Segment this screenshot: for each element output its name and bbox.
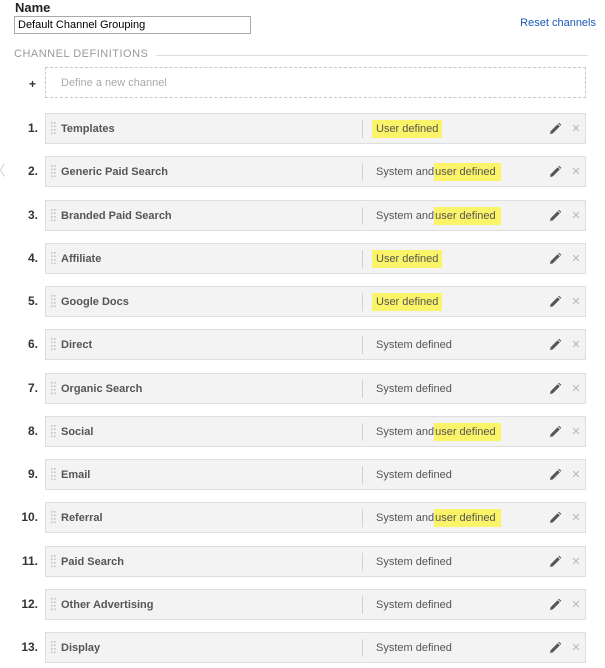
channel-number: 10. <box>21 510 38 524</box>
drag-handle-icon[interactable] <box>51 641 56 654</box>
column-divider <box>362 553 363 571</box>
close-icon[interactable]: ✕ <box>571 642 581 654</box>
channel-type-highlight: user defined <box>434 163 501 181</box>
drag-handle-icon[interactable] <box>51 122 56 135</box>
channel-name: Google Docs <box>61 296 129 308</box>
close-icon[interactable]: ✕ <box>571 383 581 395</box>
define-new-channel-label: Define a new channel <box>61 77 167 89</box>
channel-type <box>376 642 452 654</box>
column-divider <box>362 639 363 657</box>
channel-type <box>376 426 501 438</box>
pencil-icon[interactable] <box>548 641 562 655</box>
channel-row[interactable] <box>45 200 586 231</box>
drag-handle-icon[interactable] <box>51 511 56 524</box>
channel-row[interactable] <box>45 416 586 447</box>
channel-number: 13. <box>21 640 38 654</box>
channel-row[interactable] <box>45 502 586 533</box>
channel-number: 8. <box>27 424 38 438</box>
close-icon[interactable]: ✕ <box>571 210 581 222</box>
channel-name: Referral <box>61 512 103 524</box>
drag-handle-icon[interactable] <box>51 165 56 178</box>
channel-type-text: System and <box>376 426 435 438</box>
plus-icon: + <box>29 77 37 91</box>
channel-type-text: System defined <box>376 383 452 395</box>
channel-type-text: System and <box>376 166 435 178</box>
pencil-icon[interactable] <box>548 598 562 612</box>
drag-handle-icon[interactable] <box>51 555 56 568</box>
reset-channels-link[interactable]: Reset channels <box>520 17 596 29</box>
column-divider <box>362 596 363 614</box>
channel-name: Affiliate <box>61 253 102 265</box>
close-icon[interactable]: ✕ <box>571 556 581 568</box>
channel-type-text: System defined <box>376 339 452 351</box>
channel-type <box>376 296 442 308</box>
channel-number: 4. <box>27 251 38 265</box>
channel-name: Display <box>61 642 101 654</box>
channel-row[interactable] <box>45 373 586 404</box>
channel-row[interactable] <box>45 113 586 144</box>
channel-type-highlight: user defined <box>434 509 501 527</box>
column-divider <box>362 423 363 441</box>
define-new-channel-button[interactable] <box>45 67 586 98</box>
channel-grouping-name-input[interactable] <box>14 16 251 34</box>
channel-type-highlight: user defined <box>434 207 501 225</box>
channel-type <box>376 383 452 395</box>
close-icon[interactable]: ✕ <box>571 426 581 438</box>
channel-type <box>376 253 442 265</box>
channel-name: Email <box>61 469 91 481</box>
channel-type-text: System and <box>376 210 435 222</box>
channel-number: 7. <box>27 381 38 395</box>
close-icon[interactable]: ✕ <box>571 166 581 178</box>
channel-number: 1. <box>27 121 38 135</box>
channel-row[interactable] <box>45 459 586 490</box>
pencil-icon[interactable] <box>548 165 562 179</box>
channel-type <box>376 512 501 524</box>
channel-type-text: System defined <box>376 469 452 481</box>
channel-type <box>376 469 452 481</box>
drag-handle-icon[interactable] <box>51 382 56 395</box>
channel-name: Direct <box>61 339 93 351</box>
close-icon[interactable]: ✕ <box>571 469 581 481</box>
channel-name: Generic Paid Search <box>61 166 168 178</box>
channel-definitions-header <box>14 48 588 62</box>
pencil-icon[interactable] <box>548 209 562 223</box>
column-divider <box>362 207 363 225</box>
column-divider <box>362 509 363 527</box>
close-icon[interactable]: ✕ <box>571 599 581 611</box>
channel-row[interactable] <box>45 329 586 360</box>
channel-number: 11. <box>21 554 38 568</box>
channel-name: Social <box>61 426 94 438</box>
column-divider <box>362 466 363 484</box>
channel-type <box>376 166 501 178</box>
channel-name: Paid Search <box>61 556 124 568</box>
drag-handle-icon[interactable] <box>51 209 56 222</box>
channel-row[interactable] <box>45 589 586 620</box>
pencil-icon[interactable] <box>548 555 562 569</box>
pencil-icon[interactable] <box>548 252 562 266</box>
channel-number: 2. <box>27 164 38 178</box>
column-divider <box>362 380 363 398</box>
name-label: Name <box>15 0 51 15</box>
close-icon[interactable]: ✕ <box>571 339 581 351</box>
pencil-icon[interactable] <box>548 468 562 482</box>
channel-name: Branded Paid Search <box>61 210 172 222</box>
channel-row[interactable] <box>45 243 586 274</box>
channel-number: 12. <box>21 597 38 611</box>
close-icon[interactable]: ✕ <box>571 296 581 308</box>
channel-number: 3. <box>27 208 38 222</box>
channel-row[interactable] <box>45 546 586 577</box>
close-icon[interactable]: ✕ <box>571 253 581 265</box>
channel-row[interactable] <box>45 156 586 187</box>
channel-type <box>376 599 452 611</box>
channel-type <box>376 210 501 222</box>
column-divider <box>362 293 363 311</box>
channel-type-highlight: User defined <box>372 120 442 138</box>
drag-handle-icon[interactable] <box>51 338 56 351</box>
channel-type <box>376 339 452 351</box>
channel-name: Templates <box>61 123 115 135</box>
close-icon[interactable]: ✕ <box>571 512 581 524</box>
channel-type-highlight: User defined <box>372 293 442 311</box>
channel-number: 6. <box>27 337 38 351</box>
pencil-icon[interactable] <box>548 122 562 136</box>
channel-number: 5. <box>27 294 38 308</box>
channel-name: Other Advertising <box>61 599 154 611</box>
channel-type-highlight: User defined <box>372 250 442 268</box>
pencil-icon[interactable] <box>548 511 562 525</box>
drag-handle-icon[interactable] <box>51 598 56 611</box>
channel-type-text: System defined <box>376 556 452 568</box>
column-divider <box>362 163 363 181</box>
channel-type-text: System defined <box>376 642 452 654</box>
channel-name: Organic Search <box>61 383 143 395</box>
pencil-icon[interactable] <box>548 338 562 352</box>
column-divider <box>362 250 363 268</box>
drag-handle-icon[interactable] <box>51 252 56 265</box>
channel-number: 9. <box>27 467 38 481</box>
drag-handle-icon[interactable] <box>51 425 56 438</box>
column-divider <box>362 336 363 354</box>
channel-definitions-title: CHANNEL DEFINITIONS <box>14 48 156 60</box>
pencil-icon[interactable] <box>548 425 562 439</box>
column-divider <box>362 120 363 138</box>
drag-handle-icon[interactable] <box>51 468 56 481</box>
pencil-icon[interactable] <box>548 295 562 309</box>
channel-type <box>376 123 442 135</box>
channel-type-highlight: user defined <box>434 423 501 441</box>
drag-handle-icon[interactable] <box>51 295 56 308</box>
channel-row[interactable] <box>45 632 586 663</box>
close-icon[interactable]: ✕ <box>571 123 581 135</box>
channel-type-text: System defined <box>376 599 452 611</box>
channel-type <box>376 556 452 568</box>
channel-row[interactable] <box>45 286 586 317</box>
pencil-icon[interactable] <box>548 382 562 396</box>
channel-type-text: System and <box>376 512 435 524</box>
